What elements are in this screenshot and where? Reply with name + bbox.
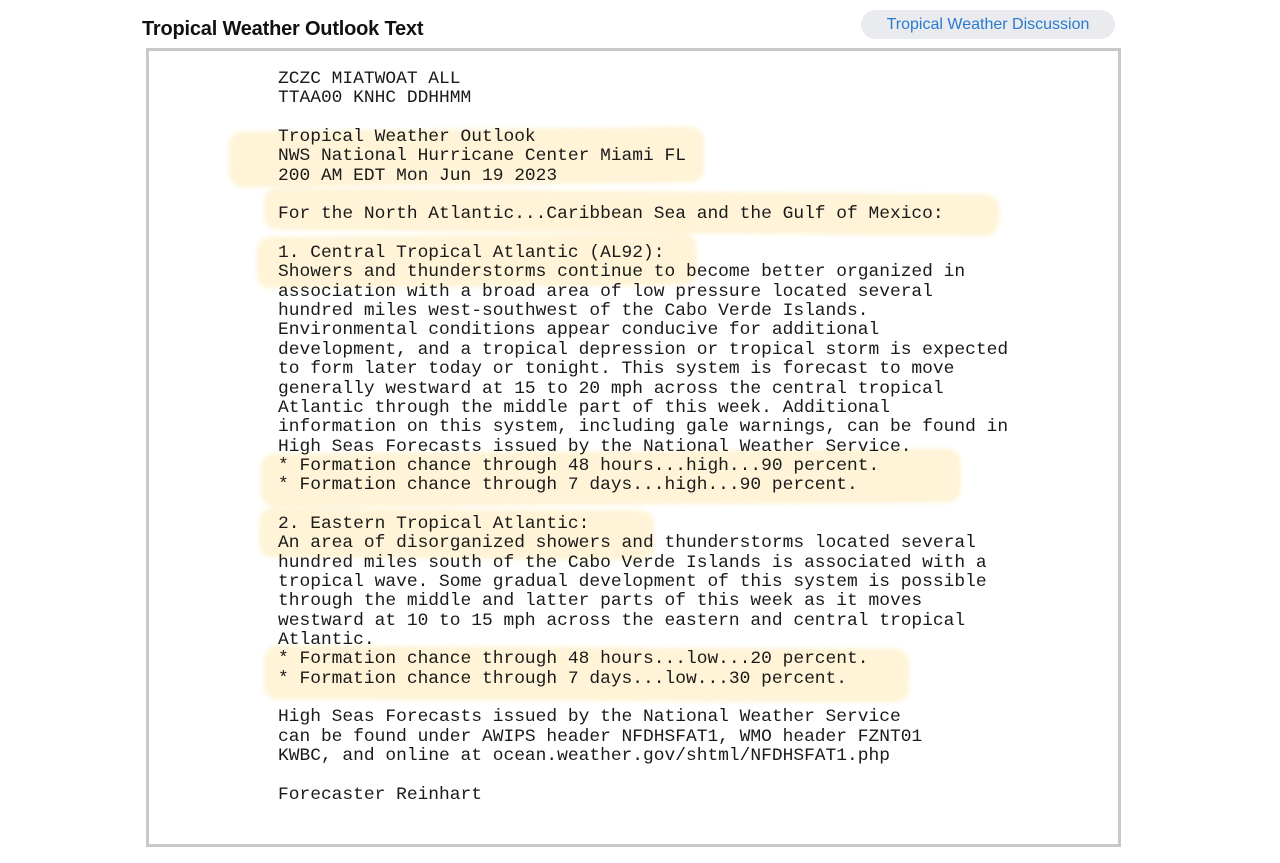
- outlook-line: information on this system, including gale warnings, can be found in: [278, 417, 1009, 438]
- outlook-line: TTAA00 KNHC DDHHMM: [278, 88, 472, 109]
- outlook-line: development, and a tropical depression or tropical storm is expected: [278, 339, 1009, 360]
- outlook-line: ZCZC MIATWOAT ALL: [278, 69, 461, 89]
- outlook-line: High Seas Forecasts issued by the National Weather Service.: [278, 436, 912, 457]
- outlook-line: Showers and thunderstorms continue to become better organized in: [278, 262, 966, 283]
- outlook-line: tropical wave. Some gradual development of this system is possible: [278, 571, 987, 592]
- outlook-line: * Formation chance through 7 days...low...30 percent.: [278, 668, 848, 689]
- outlook-line: 2. Eastern Tropical Atlantic:: [278, 513, 590, 534]
- outlook-line: 200 AM EDT Mon Jun 19 2023: [278, 165, 558, 186]
- outlook-line: 1. Central Tropical Atlantic (AL92):: [278, 243, 665, 264]
- outlook-line: Forecaster Reinhart: [278, 784, 482, 805]
- outlook-line: Atlantic through the middle part of this week. Additional: [278, 397, 890, 418]
- outlook-line: Atlantic.: [278, 629, 375, 650]
- outlook-line: Tropical Weather Outlook: [278, 127, 536, 148]
- outlook-line: to form later today or tonight. This system is forecast to move: [278, 359, 955, 380]
- outlook-line: Environmental conditions appear conducive for additional: [278, 320, 880, 341]
- outlook-line: through the middle and latter parts of this week as it moves: [278, 591, 923, 612]
- outlook-line: High Seas Forecasts issued by the National Weather Service: [278, 707, 901, 728]
- outlook-line: can be found under AWIPS header NFDHSFAT1, WMO header FZNT01: [278, 726, 923, 747]
- outlook-line: generally westward at 15 to 20 mph across the central tropical: [278, 378, 944, 399]
- outlook-line: westward at 10 to 15 mph across the eastern and central tropical: [278, 610, 966, 631]
- outlook-line: hundred miles south of the Cabo Verde Islands is associated with a: [278, 552, 987, 573]
- outlook-text-body: [278, 70, 1008, 805]
- outlook-line: For the North Atlantic...Caribbean Sea and the Gulf of Mexico:: [278, 204, 944, 225]
- outlook-line: * Formation chance through 7 days...high...90 percent.: [278, 475, 858, 496]
- outlook-line: NWS National Hurricane Center Miami FL: [278, 146, 686, 167]
- outlook-line: * Formation chance through 48 hours...high...90 percent.: [278, 455, 880, 476]
- outlook-line: An area of disorganized showers and thunderstorms located several: [278, 533, 976, 554]
- page-title: Tropical Weather Outlook Text: [142, 18, 424, 40]
- outlook-line: KWBC, and online at ocean.weather.gov/shtml/NFDHSFAT1.php: [278, 746, 890, 767]
- outlook-line: association with a broad area of low pressure located several: [278, 281, 933, 302]
- tropical-weather-discussion-link[interactable]: Tropical Weather Discussion: [861, 10, 1115, 39]
- outlook-line: * Formation chance through 48 hours...low...20 percent.: [278, 649, 869, 670]
- outlook-line: hundred miles west-southwest of the Cabo Verde Islands.: [278, 301, 869, 322]
- outlook-text-panel: [146, 48, 1121, 847]
